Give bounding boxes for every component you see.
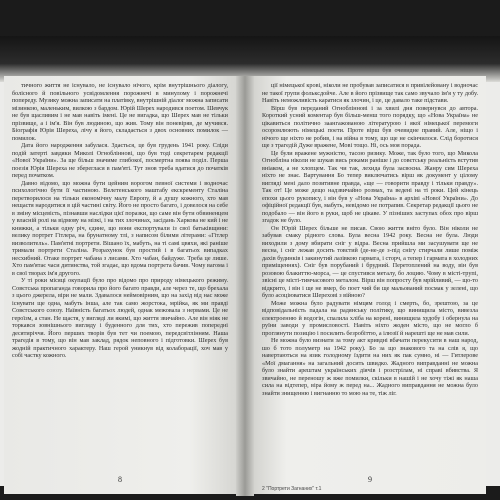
right-paragraph: ції німецької крові, ніколи не пробував записатися в привілейовану і водночас не такої групи фольксдойче. Але в його прізвище так само звучало ім'я у ту добу. Навіть неможливість каратися як злочин, і це, це давало таке підстави.: [262, 82, 478, 104]
left-paragraph: У ті роки місяці окупації було про відомо про природу німецького режиму. Совєтська пропаганда говорила про його багато правди, але через те, що брехала з цього джерела, віри не мали. Здавалося неймовірним, що на захід від нас може існувати ще одна, мабуть інша, але так само жорстока, мрійка, як ми правді Совєтського союзу. Наївність багатьох людей, однак межовала з нервами. Це не героїзм, а стан. Не щастя, у вигляді ли якимі, що життя звичайно. Але він ніяк не торкався зовнішнього вигляду і буденного для тих, хто пережив попередні десятиріччя. Його перших творів був тет чи поемою, передсвітлінням. Наша трагедія в тому, що він мав заклад, рядок неповного і підготовки. Шерех був жодній практичного характеру. Наш герой уникнув від колаборації, хоч мав у собі частку кожного.: [12, 277, 228, 359]
left-page: [4, 76, 236, 494]
right-footer-note: 2 "Портрети Загнаних" т.1: [262, 486, 322, 492]
right-paragraph: Може можна було радувати німцям голод і смерть, бо, зрештою, за це відповідальність падала на радянську політику, що винищила місто, вивезла електроенню й водогін, спалила хліба на корені, винищила худобу і обернула на руїни заводи у промисловості. Навіть ніхто жоден місто, що не могло б проглянути позицію і посилить безробіттю, а ілюзії й нарешті ще не мав сили.: [262, 299, 478, 337]
left-paragraph: тичного життя не існувало, не існувало нічого, крім внутрішнього діалогу, болісного й повільного усвідомлення порожнечі в минулому і порожнечі попереду. Музику можна записати на платівку, внутрішній діалог можна записати мізинкою, маленьким, вилкою з бардом. Юрій Шерех народився поетом. Шевчук не був щасливим і не мав навіть імені. Це не вигадка, що Шерех мав не тільки прізвище, а і ім'я. Він був людиною, що жив. Тому він поневіряв, де мучився. Біографія Юрія Шереха, лічу я його, складається з двох основних помилок — помилок.: [12, 82, 228, 142]
right-paragraph: Не можна було визнати за тому акт кривдні вбачати перекусити в наш народ, шо б тото полуметр на 1942 року). Бо за що знакового та на слів я, що навертаються на язик голодному їздити на них як пак сумно, ні — Гитлерове «Мої дмагання» на загальний досить швидко. Жадного виправданні не можна було знайти арештам українських діячів і розстрілам, ні справі вбивства. Я звичайно, не переношу ж вже помилки, скільки в нашій і не хочу тіжі як наша сила на відтепер, віра йому ж перед на... Жадного виправдання не можна було знайти знищенню і вигнанню то мою на те, тіж ліг.: [262, 337, 478, 397]
left-page-text: [12, 82, 228, 360]
right-page-number: 9: [368, 475, 372, 484]
right-page: [254, 76, 486, 494]
left-page-number: 8: [118, 475, 122, 484]
right-paragraph: Це були вражене мужністю, тасою ризику. Може, так було того, що Микола Огнобліна ніколи не шукав вись роками раніше і до совєтську реальність встутив вніаком, а не хлопцем. Так чи так, лехида була засвоєна. Жанру сим Шереха ніхто не знає. Вартування Бо тепер виключатись вірш як документ у цілому вигляді мені дало позитивне правда, «ще — говорити правду і тільки правду». Так от! Це може дещо надзвичайно розмах, та ведені на ті роки. Цей кінець епохи цього рукопису, і він був у «Нова Україна» в архіві «Нової України». До офіційної редакції був, мабуть, невідомо не потрапив. Секретар редакції цього не подобало — він його в руки, щоб не цікаве. У пізніших заступах обох про вірш згадок не було.: [262, 149, 478, 224]
right-paragraph: Он Юрій Шерех більше не писав. Свою життя вніто було. Він ніколи не забував смаку рідного слова. Була весна 1942 року. Весна не була. Люди виходили з дому вбирати сніг у відра. Весна прийшла ми засушувати ще не весна, і сніг лежав досить товстий (де-не-де з-під снігу стирчали лише поміж дахів будинків і закинутий лазівкою гармата, і сторч, а тепер і гармата в холодних приміщеннях). Сніг був порубаний і брудний. Перетоплений на воду, він був розовою блакиттю-морса, — це спустився металу, бо лоцию. Чому в місті-трупі, звісні це місті-тимчасового металом. Вірш він попросту був мрійливий, — що-то відкрито, і він і ще не вмер, бо поет чий би ще мальований посмак у зелені, що було асоціюватися Шерехові з війною?: [262, 224, 478, 299]
book-spread: [0, 36, 500, 492]
right-page-text: [262, 82, 478, 397]
left-paragraph: Дата його народження забулася. Здається, це був грудень 1941 року. Сліди подій затерті завдяки Миколі Огнобліннові, що був тоді секретарем редакції «Нової України». За ще більш значиме глибокої, посмертна поява поділ. Перша поезія Юрія Шереха не збереглася в пам'яті. Тут знов треба вдатися до початків перед початком.: [12, 142, 228, 179]
right-paragraph: Вірш був переданий Огнобліннові і за хвилі дня повернувся до автора. Короткий усний коментар був більш-менш того порядку, що «Нова Україна» не цікавиться політично заангажованою літературою і якої німецької перемоги осоромлюють німецькі поети. Проте вірш був очевидне правий. Але, ніщо і нічого ще ніхто не робив, і на війна в тому, що ще не скінчилося. Слід боротися ще з трагедій Дуже вражене, Мові тощо. Ні, ось моя порада.: [262, 104, 478, 149]
book-gutter: [236, 76, 254, 496]
left-paragraph: Давно відомо, що можна бути цейним ворогом певної системи і водночас психологічно бути її частиною. Велетенського маштабу екскременту Сталіна перетворилося на тільки економічну малу Европу, й а душу кожного, хто мав нещастя народитися в цій частині світу. Його не просто багато, і довелося на себе в зміну місцевість, пізнавши наслідки цієї поразки, що саме він бути обвиненцем у власній ролі на відмову на мізкі, і на тих злочинах, засідань Харкова не кий і не книжки, а тільки одну річ, єдине, що вони експортували із свої батьківщини: велику портрет Гітлера, на брунатному тлі, з написом білими літерами: «Гітлер визволитель». Пам'ятні портрети. Вішано їх, мабуть, на ті самі цвяхи, які раніше тримали портрети Сталіна. Розрахунок був простий і в багатьох випадках несхибний. Отаке портрет чабана з лисами. Хто чабан, байдуже. Треба це лише. Хто пам'ятає часи дитинства, той згадає, що вдома портрета бачив. Чому вагома і в свої творах ім'я другого.: [12, 179, 228, 277]
